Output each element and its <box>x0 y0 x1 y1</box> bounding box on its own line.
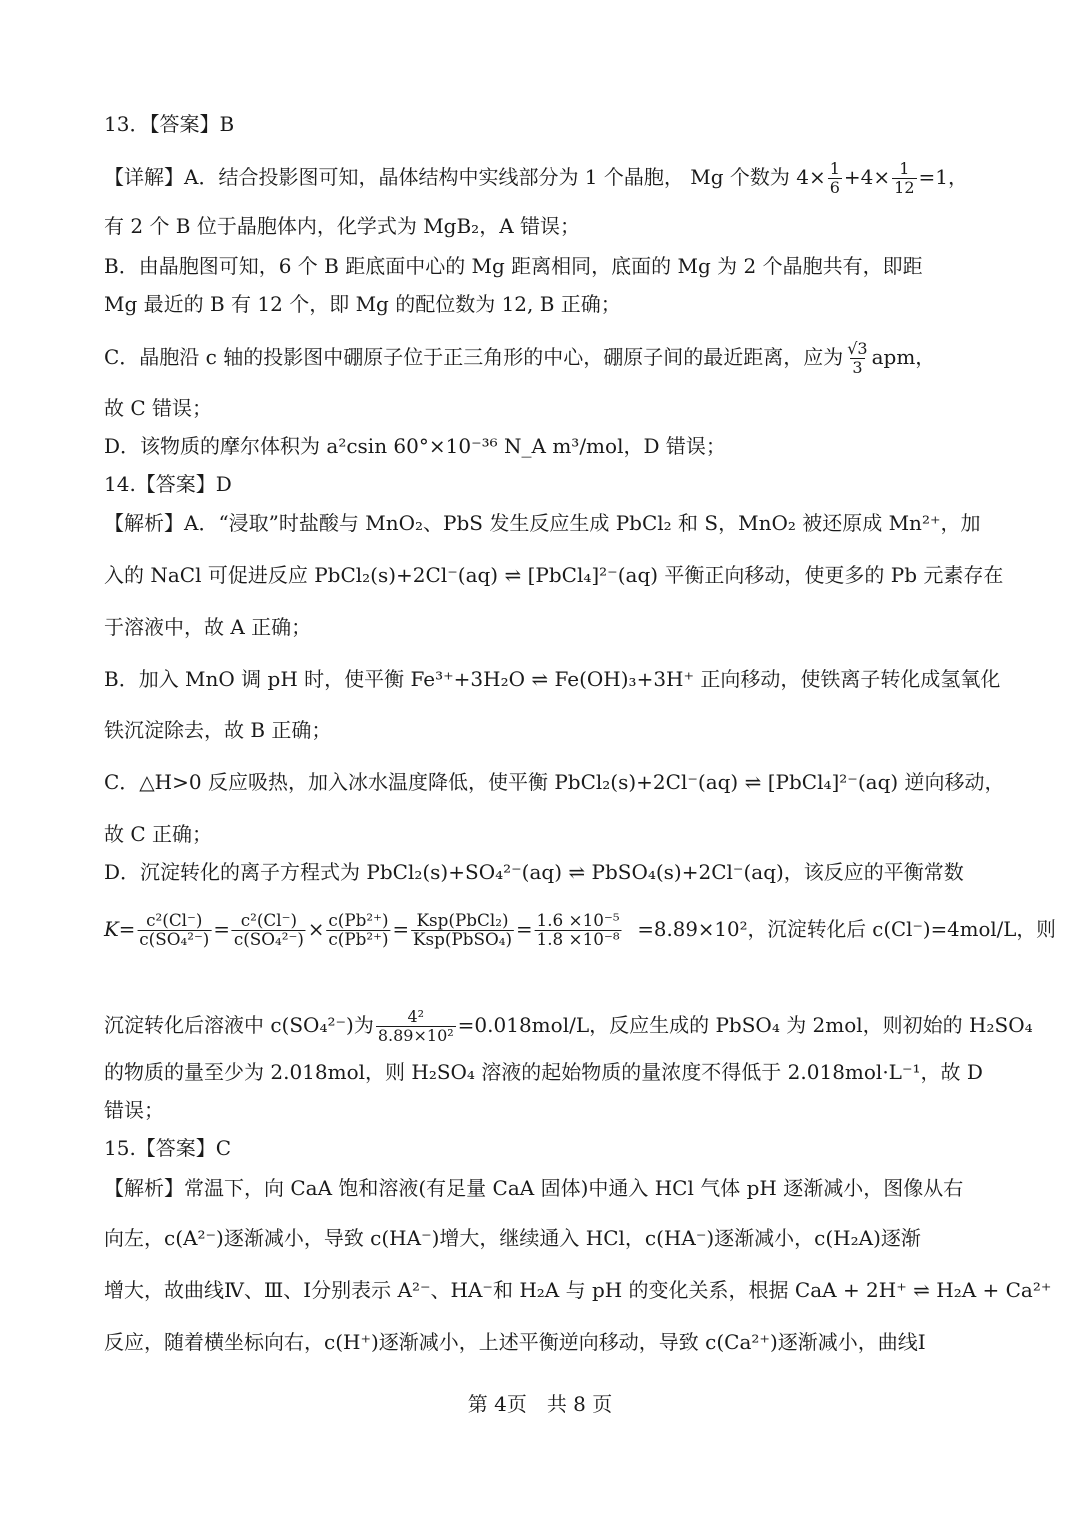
equals-sign: = <box>392 917 410 941</box>
q13-line1-end: =1， <box>918 165 968 189</box>
k-label: K= <box>104 917 136 941</box>
frac-num: c(Pb²⁺) <box>328 911 389 931</box>
equals-sign: = <box>213 917 230 941</box>
frac-num: 1.6 ×10⁻⁵ <box>536 911 620 931</box>
fraction-4sq <box>376 1008 456 1045</box>
frac-den: c(Pb²⁺) <box>328 930 389 950</box>
q14-line8: D．沉淀转化的离子方程式为 PbCl₂(s)+SO₄²⁻(aq) ⇌ PbSO₄(s)+2Cl⁻(aq)，该反应的平衡常数 <box>104 860 964 884</box>
page-footer: 第 4页 共 8 页 <box>467 1392 613 1416</box>
q14-line7: 故 C 正确； <box>104 822 213 846</box>
k-fraction-1 <box>137 912 211 949</box>
frac-den: 3 <box>852 358 863 377</box>
frac-num: 4² <box>407 1007 425 1026</box>
frac-num: √3 <box>847 339 868 358</box>
frac-den: c(SO₄²⁻) <box>233 930 304 950</box>
q14-line10-text: 沉淀转化后溶液中 c(SO₄²⁻)为 <box>104 1013 374 1037</box>
q13-line7: D．该物质的摩尔体积为 a²csin 60°×10⁻³⁶ N_A m³/mol，D 错误； <box>104 434 726 458</box>
frac-num: 1 <box>899 159 910 178</box>
q13-line5 <box>104 340 935 377</box>
equals-sign: = <box>515 917 533 941</box>
frac-den: 12 <box>894 178 915 197</box>
frac-den: 8.89×10² <box>377 1026 454 1045</box>
frac-num: c²(Cl⁻) <box>240 911 298 931</box>
q14-line11: 的物质的量至少为 2.018mol，则 H₂SO₄ 溶液的起始物质的量浓度不得低于 2.018mol·L⁻¹，故 D <box>104 1060 983 1084</box>
frac-den: 1.8 ×10⁻⁸ <box>536 930 620 950</box>
k-fraction-2 <box>232 912 306 949</box>
q15-answer: 15.【答案】C <box>104 1136 232 1160</box>
frac-den: c(SO₄²⁻) <box>139 930 210 950</box>
frac-num: 1 <box>829 159 840 178</box>
frac-num: Ksp(PbCl₂) <box>416 911 509 931</box>
q14-line2: 入的 NaCl 可促进反应 PbCl₂(s)+2Cl⁻(aq) ⇌ [PbCl₄]²⁻(aq) 平衡正向移动，使更多的 Pb 元素存在 <box>104 563 1004 587</box>
q15-line3: 增大，故曲线Ⅳ、Ⅲ、Ⅰ分别表示 A²⁻、HA⁻和 H₂A 与 pH 的变化关系，根据 CaA + 2H⁺ ⇌ H₂A + Ca²⁺ <box>104 1278 1052 1302</box>
q13-line3: B．由晶胞图可知，6 个 B 距底面中心的 Mg 距离相同，底面的 Mg 为 2 个晶胞共有，即距 <box>104 254 923 278</box>
k-result: =8.89×10²，沉淀转化后 c(Cl⁻)=4mol/L，则 <box>637 917 1056 941</box>
q14-line5: 铁沉淀除去，故 B 正确； <box>104 718 332 742</box>
q13-answer: 13．【答案】B <box>104 112 235 136</box>
q14-line1: 【解析】A．“浸取”时盐酸与 MnO₂、PbS 发生反应生成 PbCl₂ 和 S，MnO₂ 被还原成 Mn²⁺，加 <box>104 511 981 535</box>
q15-line2: 向左，c(A²⁻)逐渐减小，导致 c(HA⁻)增大，继续通入 HCl，c(HA⁻)逐渐减小，c(H₂A)逐渐 <box>104 1226 921 1250</box>
k-fraction-4 <box>411 912 514 949</box>
q13-line6: 故 C 错误； <box>104 396 213 420</box>
q15-line1: 【解析】常温下，向 CaA 饱和溶液(有足量 CaA 固体)中通入 HCl 气体 pH 逐渐减小，图像从右 <box>104 1176 964 1200</box>
q13-line1-text: 【详解】A．结合投影图可知，晶体结构中实线部分为 1 个晶胞， Mg 个数为 4× <box>104 165 826 189</box>
fraction-sqrt3-3 <box>845 340 869 377</box>
times-sign: × <box>307 917 325 941</box>
q14-k-equation <box>104 912 1056 949</box>
q14-line4: B．加入 MnO 调 pH 时，使平衡 Fe³⁺+3H₂O ⇌ Fe(OH)₃+3H⁺ 正向移动，使铁离子转化成氢氧化 <box>104 667 1001 691</box>
q15-line4: 反应，随着横坐标向右，c(H⁺)逐渐减小，上述平衡逆向移动，导致 c(Ca²⁺)逐渐减小，曲线Ⅰ <box>104 1330 926 1354</box>
q13-line2: 有 2 个 B 位于晶胞体内，化学式为 MgB₂，A 错误； <box>104 214 581 238</box>
q13-line5-end: apm， <box>871 345 936 369</box>
q13-line1-mid: +4× <box>843 165 891 189</box>
k-fraction-5 <box>535 912 622 949</box>
frac-den: Ksp(PbSO₄) <box>412 930 513 950</box>
q14-line10 <box>104 1008 1033 1045</box>
q14-answer: 14.【答案】D <box>104 472 232 496</box>
fraction-1-6 <box>828 160 842 197</box>
q13-line1 <box>104 160 968 197</box>
k-fraction-3 <box>326 912 390 949</box>
frac-den: 6 <box>829 178 840 197</box>
fraction-1-12 <box>892 160 916 197</box>
q13-line4: Mg 最近的 B 有 12 个，即 Mg 的配位数为 12, B 正确； <box>104 292 621 316</box>
q14-line10-end: =0.018mol/L，反应生成的 PbSO₄ 为 2mol，则初始的 H₂SO₄ <box>457 1013 1033 1037</box>
q14-line3: 于溶液中，故 A 正确； <box>104 615 312 639</box>
q14-line6: C．△H>0 反应吸热，加入冰水温度降低，使平衡 PbCl₂(s)+2Cl⁻(aq) ⇌ [PbCl₄]²⁻(aq) 逆向移动， <box>104 770 1005 794</box>
q14-line12: 错误； <box>104 1098 164 1122</box>
frac-num: c²(Cl⁻) <box>146 911 203 931</box>
q13-line5-text: C．晶胞沿 c 轴的投影图中硼原子位于正三角形的中心，硼原子间的最近距离，应为 <box>104 345 844 369</box>
